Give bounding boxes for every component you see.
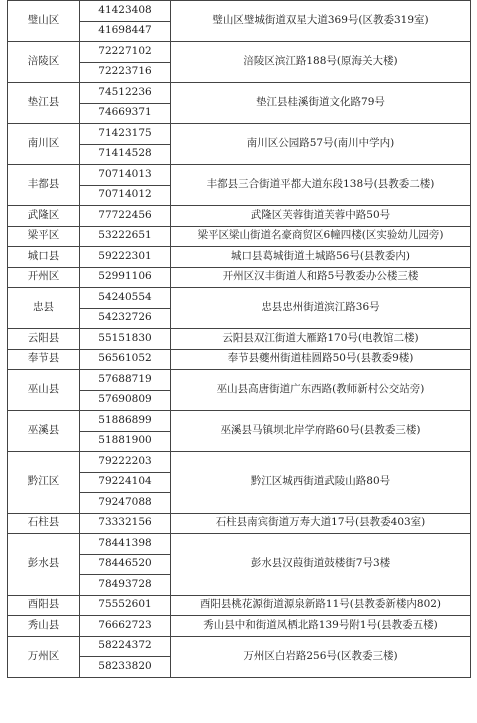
table-row: [8, 616, 471, 637]
phone-cell: 54232726: [80, 308, 171, 329]
district-cell: 万州区: [8, 636, 80, 677]
address-cell: 丰都县三合街道平都大道东段138号(县教委二楼): [171, 165, 471, 206]
contact-table: [7, 0, 471, 678]
phone-cell: 59222301: [80, 247, 171, 268]
address-cell: 云阳县双江街道大雁路170号(电教馆二楼): [171, 329, 471, 350]
contact-table-body: [8, 1, 471, 678]
phone-cell: 41423408: [80, 1, 171, 22]
phone-cell: 74512236: [80, 83, 171, 104]
district-cell: 梁平区: [8, 226, 80, 247]
district-cell: 璧山区: [8, 1, 80, 42]
address-cell: 巫山县高唐街道广东西路(教师新村公交站旁): [171, 370, 471, 411]
contact-table-page: [7, 0, 470, 678]
table-row: [8, 1, 471, 22]
phone-cell: 70714013: [80, 165, 171, 186]
address-cell: 开州区汉丰街道人和路5号教委办公楼三楼: [171, 267, 471, 288]
table-row: [8, 124, 471, 145]
district-cell: 南川区: [8, 124, 80, 165]
table-row: [8, 411, 471, 432]
table-row: [8, 329, 471, 350]
district-cell: 黔江区: [8, 452, 80, 514]
table-row: [8, 288, 471, 309]
phone-cell: 58233820: [80, 657, 171, 678]
table-row: [8, 267, 471, 288]
address-cell: 璧山区璧城街道双星大道369号(区教委319室): [171, 1, 471, 42]
phone-cell: 58224372: [80, 636, 171, 657]
address-cell: 黔江区城西街道武陵山路80号: [171, 452, 471, 514]
address-cell: 万州区白岩路256号(区教委三楼): [171, 636, 471, 677]
table-row: [8, 595, 471, 616]
district-cell: 忠县: [8, 288, 80, 329]
phone-cell: 51881900: [80, 431, 171, 452]
phone-cell: 72223716: [80, 62, 171, 83]
address-cell: 武隆区芙蓉街道芙蓉中路50号: [171, 206, 471, 227]
phone-cell: 54240554: [80, 288, 171, 309]
phone-cell: 71423175: [80, 124, 171, 145]
address-cell: 南川区公园路57号(南川中学内): [171, 124, 471, 165]
table-row: [8, 165, 471, 186]
district-cell: 彭水县: [8, 534, 80, 596]
phone-cell: 76662723: [80, 616, 171, 637]
table-row: [8, 370, 471, 391]
table-row: [8, 452, 471, 473]
district-cell: 城口县: [8, 247, 80, 268]
address-cell: 秀山县中和街道凤栖北路139号附1号(县教委五楼): [171, 616, 471, 637]
district-cell: 巫山县: [8, 370, 80, 411]
phone-cell: 57688719: [80, 370, 171, 391]
phone-cell: 57690809: [80, 390, 171, 411]
district-cell: 涪陵区: [8, 42, 80, 83]
phone-cell: 79247088: [80, 493, 171, 514]
phone-cell: 55151830: [80, 329, 171, 350]
phone-cell: 77722456: [80, 206, 171, 227]
table-row: [8, 247, 471, 268]
address-cell: 城口县葛城街道土城路56号(县教委内): [171, 247, 471, 268]
district-cell: 石柱县: [8, 513, 80, 534]
phone-cell: 52991106: [80, 267, 171, 288]
table-row: [8, 226, 471, 247]
phone-cell: 51886899: [80, 411, 171, 432]
district-cell: 垫江县: [8, 83, 80, 124]
table-row: [8, 206, 471, 227]
address-cell: 梁平区梁山街道名豪商贸区6幢四楼(区实验幼儿园旁): [171, 226, 471, 247]
phone-cell: 41698447: [80, 21, 171, 42]
phone-cell: 78441398: [80, 534, 171, 555]
table-row: [8, 534, 471, 555]
phone-cell: 78493728: [80, 575, 171, 596]
phone-cell: 72227102: [80, 42, 171, 63]
phone-cell: 75552601: [80, 595, 171, 616]
address-cell: 涪陵区滨江路188号(原海关大楼): [171, 42, 471, 83]
phone-cell: 71414528: [80, 144, 171, 165]
district-cell: 丰都县: [8, 165, 80, 206]
phone-cell: 73332156: [80, 513, 171, 534]
address-cell: 酉阳县桃花源街道源泉新路11号(县教委新楼内802): [171, 595, 471, 616]
address-cell: 彭水县汉葭街道鼓楼街7号3楼: [171, 534, 471, 596]
table-row: [8, 513, 471, 534]
district-cell: 武隆区: [8, 206, 80, 227]
table-row: [8, 636, 471, 657]
table-row: [8, 42, 471, 63]
district-cell: 奉节县: [8, 349, 80, 370]
address-cell: 垫江县桂溪街道文化路79号: [171, 83, 471, 124]
district-cell: 酉阳县: [8, 595, 80, 616]
phone-cell: 56561052: [80, 349, 171, 370]
phone-cell: 53222651: [80, 226, 171, 247]
phone-cell: 74669371: [80, 103, 171, 124]
address-cell: 巫溪县马镇坝北岸学府路60号(县教委三楼): [171, 411, 471, 452]
table-row: [8, 83, 471, 104]
address-cell: 忠县忠州街道滨江路36号: [171, 288, 471, 329]
address-cell: 奉节县夔州街道桂圆路50号(县教委9楼): [171, 349, 471, 370]
phone-cell: 70714012: [80, 185, 171, 206]
district-cell: 云阳县: [8, 329, 80, 350]
phone-cell: 79224104: [80, 472, 171, 493]
district-cell: 秀山县: [8, 616, 80, 637]
district-cell: 巫溪县: [8, 411, 80, 452]
address-cell: 石柱县南宾街道万寿大道17号(县教委403室): [171, 513, 471, 534]
phone-cell: 79222203: [80, 452, 171, 473]
district-cell: 开州区: [8, 267, 80, 288]
table-row: [8, 349, 471, 370]
phone-cell: 78446520: [80, 554, 171, 575]
